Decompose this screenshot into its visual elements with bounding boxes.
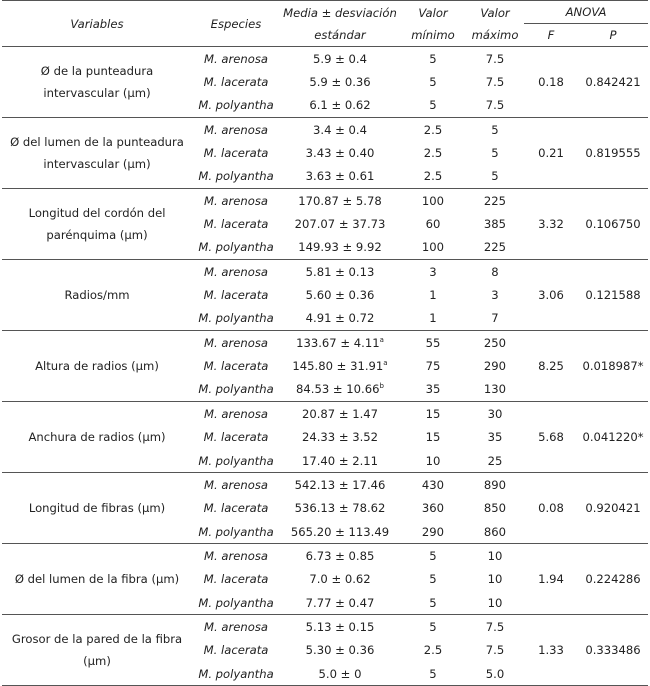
max-cell: 7.5	[485, 619, 505, 634]
max-cell: 7.5	[485, 75, 505, 90]
mean-value: 17.40 ± 2.11	[301, 453, 379, 468]
max-cell: 8	[491, 264, 499, 279]
header-min-line1: Valor	[418, 5, 448, 20]
significance-letter: a	[379, 335, 384, 344]
mean-cell	[280, 402, 400, 426]
min-cell: 430	[421, 477, 445, 492]
table-header	[2, 1, 648, 47]
p-value-cell: 0.106750	[578, 189, 648, 260]
f-value-cell: 1.33	[524, 615, 578, 686]
variable-cell: Ø del lumen de la fibra (μm)	[2, 544, 192, 615]
header-media-line1: Media ± desviación	[283, 5, 397, 20]
max-cell: 30	[487, 406, 503, 421]
mean-value: 145.80 ± 31.91	[292, 359, 384, 374]
max-cell: 7	[466, 307, 524, 331]
mean-value: 4.91 ± 0.72	[305, 311, 375, 326]
header-max	[466, 1, 524, 47]
header-f: F	[524, 24, 578, 47]
species-cell: M. lacerata	[203, 288, 269, 303]
variable-cell: Anchura de radios (μm)	[2, 402, 192, 473]
header-media-line2: estándar	[314, 27, 366, 42]
header-min	[400, 1, 466, 47]
max-cell: 5	[466, 165, 524, 189]
species-cell: M. arenosa	[204, 477, 268, 492]
min-cell: 5	[429, 548, 437, 563]
min-cell: 55	[425, 335, 441, 350]
min-cell: 75	[425, 359, 441, 374]
table-body	[2, 47, 648, 686]
table-row	[2, 615, 648, 639]
min-cell: 60	[425, 217, 441, 232]
p-value-cell: 0.041220*	[578, 402, 648, 473]
max-cell: 385	[483, 217, 507, 232]
max-cell: 5	[491, 146, 499, 161]
table-row	[2, 47, 648, 71]
table-row	[2, 189, 648, 213]
mean-cell	[280, 473, 400, 497]
f-value-cell: 0.08	[524, 473, 578, 544]
f-value-cell: 3.32	[524, 189, 578, 260]
max-cell: 10	[466, 591, 524, 615]
species-cell: M. polyantha	[192, 520, 280, 544]
max-cell: 890	[483, 477, 507, 492]
mean-cell	[280, 354, 400, 377]
species-cell: M. polyantha	[192, 94, 280, 118]
mean-cell	[280, 283, 400, 306]
max-cell: 290	[483, 359, 507, 374]
mean-value: 5.30 ± 0.36	[305, 643, 375, 658]
f-value-cell: 8.25	[524, 331, 578, 402]
species-cell: M. polyantha	[192, 591, 280, 615]
variable-cell: Ø del lumen de la punteadura intervascular (μm)	[2, 118, 192, 189]
variable-cell: Ø de la punteadura intervascular (μm)	[2, 47, 192, 118]
mean-value: 20.87 ± 1.47	[301, 406, 379, 421]
max-cell: 850	[483, 501, 507, 516]
species-cell: M. lacerata	[203, 572, 269, 587]
mean-cell	[280, 165, 400, 189]
mean-value: 536.13 ± 78.62	[294, 501, 386, 516]
significance-letter: b	[379, 382, 384, 391]
mean-value: 6.73 ± 0.85	[305, 548, 375, 563]
significance-letter: a	[383, 359, 388, 368]
min-cell: 5	[400, 94, 466, 118]
mean-value: 6.1 ± 0.62	[309, 98, 371, 113]
min-cell: 2.5	[400, 165, 466, 189]
f-value-cell: 0.21	[524, 118, 578, 189]
species-cell: M. arenosa	[204, 264, 268, 279]
mean-cell	[280, 47, 400, 71]
mean-value: 133.67 ± 4.11	[296, 335, 380, 350]
p-value-cell: 0.333486	[578, 615, 648, 686]
table-row	[2, 118, 648, 142]
max-cell: 7.5	[485, 51, 505, 66]
mean-cell	[280, 70, 400, 93]
mean-value: 3.4 ± 0.4	[313, 122, 367, 137]
species-cell: M. polyantha	[192, 378, 280, 402]
variable-cell: Altura de radios (μm)	[2, 331, 192, 402]
min-cell: 5	[429, 572, 437, 587]
min-cell: 3	[429, 264, 437, 279]
max-cell: 3	[491, 288, 499, 303]
max-cell: 250	[483, 335, 507, 350]
mean-value: 84.53 ± 10.66	[296, 382, 380, 397]
p-value-cell: 0.819555	[578, 118, 648, 189]
header-especies: Especies	[192, 1, 280, 47]
f-value-cell: 0.18	[524, 47, 578, 118]
min-cell: 2.5	[423, 146, 443, 161]
mean-cell	[280, 449, 400, 473]
mean-value: 149.93 ± 9.92	[298, 240, 382, 255]
mean-cell	[280, 118, 400, 142]
p-value-cell: 0.920421	[578, 473, 648, 544]
mean-value: 5.13 ± 0.15	[305, 619, 375, 634]
species-cell: M. arenosa	[204, 122, 268, 137]
mean-cell	[280, 378, 400, 402]
species-cell: M. arenosa	[204, 51, 268, 66]
variable-cell: Radios/mm	[2, 260, 192, 331]
max-cell: 5.0	[466, 662, 524, 686]
max-cell: 225	[466, 236, 524, 260]
mean-value: 7.77 ± 0.47	[305, 595, 375, 610]
species-cell: M. lacerata	[203, 501, 269, 516]
mean-value: 5.60 ± 0.36	[305, 288, 375, 303]
min-cell: 5	[429, 619, 437, 634]
min-cell: 100	[421, 193, 445, 208]
mean-cell	[280, 544, 400, 568]
max-cell: 5	[491, 122, 499, 137]
species-cell: M. lacerata	[203, 643, 269, 658]
mean-value: 5.9 ± 0.36	[309, 75, 371, 90]
mean-value: 170.87 ± 5.78	[298, 193, 382, 208]
max-cell: 10	[487, 548, 503, 563]
mean-cell	[280, 615, 400, 639]
species-cell: M. lacerata	[203, 75, 269, 90]
mean-cell	[280, 568, 400, 591]
max-cell: 225	[483, 193, 507, 208]
mean-cell	[280, 212, 400, 235]
min-cell: 5	[429, 51, 437, 66]
header-max-line2: máximo	[471, 27, 519, 42]
mean-cell	[280, 307, 400, 331]
mean-cell	[280, 639, 400, 662]
species-cell: M. arenosa	[204, 619, 268, 634]
min-cell: 35	[400, 378, 466, 402]
max-cell: 7.5	[485, 643, 505, 658]
species-cell: M. polyantha	[192, 165, 280, 189]
min-cell: 290	[400, 520, 466, 544]
header-anova: ANOVA	[524, 1, 648, 24]
mean-cell	[280, 94, 400, 118]
mean-value: 5.0 ± 0	[318, 666, 362, 681]
mean-cell	[280, 236, 400, 260]
species-cell: M. arenosa	[204, 548, 268, 563]
variable-cell: Longitud de fibras (μm)	[2, 473, 192, 544]
header-variables: Variables	[2, 1, 192, 47]
min-cell: 15	[425, 430, 441, 445]
species-cell: M. polyantha	[192, 662, 280, 686]
min-cell: 15	[425, 406, 441, 421]
mean-cell	[280, 591, 400, 615]
min-cell: 5	[400, 591, 466, 615]
mean-cell	[280, 141, 400, 164]
mean-value: 207.07 ± 37.73	[294, 217, 386, 232]
mean-value: 3.63 ± 0.61	[305, 169, 375, 184]
max-cell: 130	[466, 378, 524, 402]
species-cell: M. arenosa	[204, 335, 268, 350]
mean-cell	[280, 331, 400, 355]
mean-value: 3.43 ± 0.40	[305, 146, 375, 161]
species-cell: M. lacerata	[203, 430, 269, 445]
min-cell: 1	[429, 288, 437, 303]
mean-value: 565.20 ± 113.49	[290, 524, 390, 539]
max-cell: 860	[466, 520, 524, 544]
header-p: P	[578, 24, 648, 47]
min-cell: 100	[400, 236, 466, 260]
mean-cell	[280, 426, 400, 449]
max-cell: 7.5	[466, 94, 524, 118]
species-cell: M. polyantha	[192, 307, 280, 331]
species-cell: M. lacerata	[203, 217, 269, 232]
table-row	[2, 402, 648, 426]
table-row	[2, 473, 648, 497]
min-cell: 360	[421, 501, 445, 516]
max-cell: 35	[487, 430, 503, 445]
f-value-cell: 1.94	[524, 544, 578, 615]
p-value-cell: 0.121588	[578, 260, 648, 331]
f-value-cell: 5.68	[524, 402, 578, 473]
anova-table	[2, 0, 648, 686]
header-media	[280, 1, 400, 47]
min-cell: 5	[400, 662, 466, 686]
table-row	[2, 331, 648, 355]
mean-cell	[280, 520, 400, 544]
mean-cell	[280, 662, 400, 686]
mean-cell	[280, 189, 400, 213]
table-row	[2, 544, 648, 568]
mean-cell	[280, 497, 400, 520]
mean-value: 5.81 ± 0.13	[305, 264, 375, 279]
species-cell: M. arenosa	[204, 193, 268, 208]
header-min-line2: mínimo	[411, 27, 455, 42]
variable-cell: Grosor de la pared de la fibra (μm)	[2, 615, 192, 686]
min-cell: 2.5	[423, 122, 443, 137]
species-cell: M. polyantha	[192, 236, 280, 260]
species-cell: M. arenosa	[204, 406, 268, 421]
p-value-cell: 0.224286	[578, 544, 648, 615]
table-row	[2, 260, 648, 284]
species-cell: M. lacerata	[203, 359, 269, 374]
f-value-cell: 3.06	[524, 260, 578, 331]
variable-cell: Longitud del cordón del parénquima (μm)	[2, 189, 192, 260]
mean-value: 7.0 ± 0.62	[309, 572, 371, 587]
min-cell: 2.5	[423, 643, 443, 658]
min-cell: 1	[400, 307, 466, 331]
mean-value: 542.13 ± 17.46	[294, 477, 386, 492]
p-value-cell: 0.018987*	[578, 331, 648, 402]
mean-value: 24.33 ± 3.52	[301, 430, 379, 445]
max-cell: 10	[487, 572, 503, 587]
p-value-cell: 0.842421	[578, 47, 648, 118]
mean-value: 5.9 ± 0.4	[313, 51, 367, 66]
species-cell: M. polyantha	[192, 449, 280, 473]
max-cell: 25	[466, 449, 524, 473]
species-cell: M. lacerata	[203, 146, 269, 161]
min-cell: 10	[400, 449, 466, 473]
header-max-line1: Valor	[480, 5, 510, 20]
min-cell: 5	[429, 75, 437, 90]
mean-cell	[280, 260, 400, 284]
